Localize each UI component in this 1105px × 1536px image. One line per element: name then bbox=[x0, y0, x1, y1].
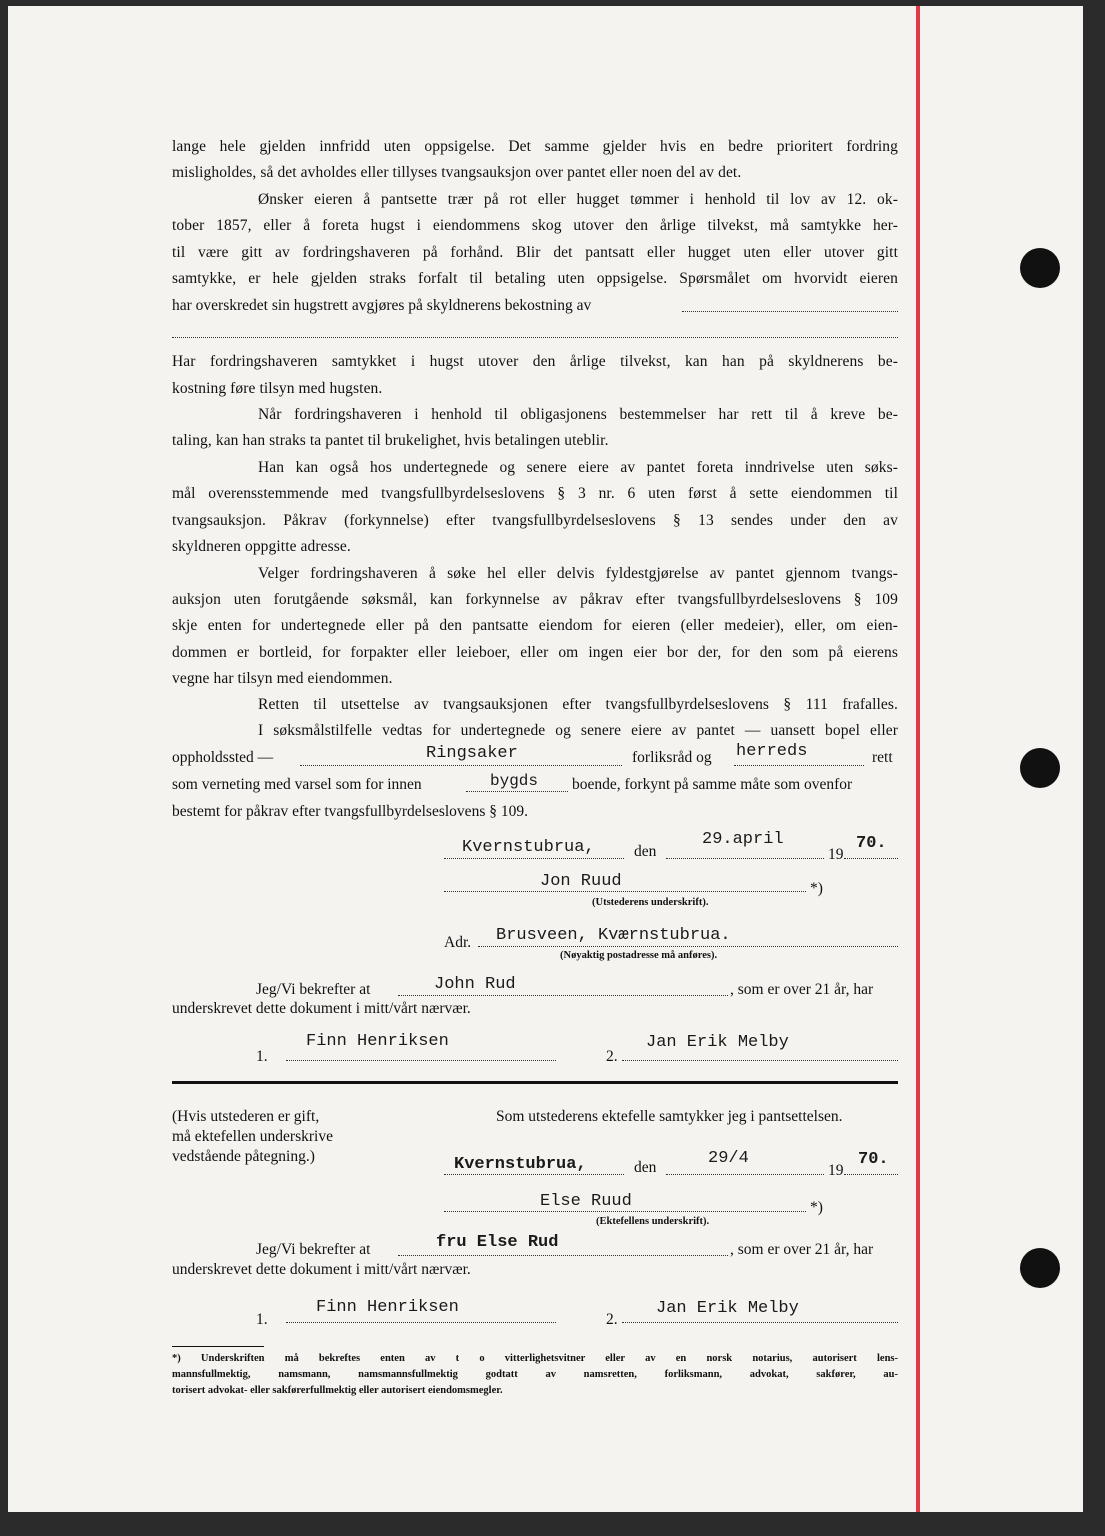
spouse-note: (Hvis utstederen er gift, bbox=[172, 1108, 320, 1125]
text-line: Velger fordringshaveren å søke hel eller delvis fyldestgjørelse av pantet gjennom tvangs- bbox=[258, 565, 898, 582]
venue-area: bygds bbox=[490, 772, 539, 790]
witness-line1-suffix: , som er over 21 år, har bbox=[730, 981, 874, 998]
year-prefix: 19 bbox=[828, 846, 844, 863]
rett-label: rett bbox=[872, 749, 893, 766]
spouse-consent: Som utstederens ektefelle samtykker jeg i pantsettelsen. bbox=[496, 1108, 843, 1125]
text-line: dommen er bortleid, for forpakter eller leieboer, eller om ingen eier bor der, for den som på eierens bbox=[172, 644, 898, 661]
witness-field bbox=[398, 1255, 728, 1256]
footnote-line: mannsfullmektig, namsmann, namsmannsfullmektig godtatt av namsretten, forliksmann, advokat, sakfører, au- bbox=[172, 1369, 898, 1380]
signature-field bbox=[444, 1211, 806, 1212]
sig1-date: 29.april bbox=[702, 830, 784, 849]
text-line: Han kan også hos undertegnede og senere eiere av pantet foreta inndrivelse uten søks- bbox=[258, 459, 898, 476]
sig1-place: Kvernstubrua, bbox=[462, 838, 595, 857]
witness1-who: John Rud bbox=[434, 975, 516, 994]
venue-line2-suffix: boende, forkynt på samme måte som ovenfor bbox=[572, 776, 853, 793]
witness2-name1: Finn Henriksen bbox=[316, 1298, 459, 1317]
year-field bbox=[844, 1174, 898, 1175]
footnote-rule bbox=[172, 1346, 264, 1347]
witness-line1: Jeg/Vi bekrefter at bbox=[256, 981, 371, 998]
text-line: auksjon uten forutgående søksmål, kan forkynnelse av påkrav efter tvangsfullbyrdelseslovens § 109 bbox=[172, 591, 898, 608]
text-line: skyldneren oppgitte adresse. bbox=[172, 538, 351, 555]
date-field bbox=[666, 858, 824, 859]
text-line: lange hele gjelden innfridd uten oppsigelse. Det samme gjelder hvis en bedre prioritert fordring bbox=[172, 138, 898, 155]
court-field bbox=[734, 765, 864, 766]
spouse-date: 29/4 bbox=[708, 1149, 749, 1168]
witness1-name2: Jan Erik Melby bbox=[646, 1033, 789, 1052]
date-field bbox=[666, 1174, 824, 1175]
witness-line2: underskrevet dette dokument i mitt/vårt nærvær. bbox=[172, 1000, 471, 1017]
sig1-year: 70. bbox=[856, 834, 887, 853]
witness-number: 2. bbox=[606, 1048, 618, 1065]
text-line: tober 1857, eller å foreta hugst i eiendommens skog utover den årlige tilvekst, må samtykke her- bbox=[172, 217, 898, 234]
venue-place: Ringsaker bbox=[426, 744, 518, 763]
text-line: Retten til utsettelse av tvangsauksjonen efter tvangsfullbyrdelseslovens § 111 frafalles. bbox=[258, 696, 898, 713]
witness-signature-field bbox=[286, 1060, 556, 1061]
spouse-note: vedstående påtegning.) bbox=[172, 1148, 315, 1165]
adr-label: Adr. bbox=[444, 934, 472, 951]
witness-line2: underskrevet dette dokument i mitt/vårt nærvær. bbox=[172, 1261, 471, 1278]
text-line: Når fordringshaveren i henhold til obligasjonens bestemmelser har rett til å kreve be- bbox=[258, 406, 898, 423]
text-line: kostning føre tilsyn med hugsten. bbox=[172, 380, 383, 397]
witness-signature-field bbox=[622, 1322, 898, 1323]
margin-line bbox=[916, 6, 920, 1512]
text-line: mål overensstemmende med tvangsfullbyrdelseslovens § 3 nr. 6 uten først å sette eiendommen til bbox=[172, 485, 898, 502]
text-line: tvangsauksjon. Påkrav (forkynnelse) efter tvangsfullbyrdelseslovens § 13 sendes under den av bbox=[172, 512, 898, 529]
spouse-year: 70. bbox=[858, 1150, 889, 1169]
sig1-name: Jon Ruud bbox=[540, 872, 622, 891]
text-line: Har fordringshaveren samtykket i hugst utover den årlige tilvekst, kan han på skyldnerens be- bbox=[172, 353, 898, 370]
text-line: har overskredet sin hugstrett avgjøres på skyldnerens bekostning av bbox=[172, 297, 592, 314]
punch-hole bbox=[1020, 1248, 1060, 1288]
footnote-mark: *) bbox=[810, 1199, 823, 1216]
witness2-name2: Jan Erik Melby bbox=[656, 1299, 799, 1318]
place-field bbox=[444, 1174, 624, 1175]
footnote-line: torisert advokat- eller sakførerfullmektig eller autorisert eiendomsmegler. bbox=[172, 1385, 503, 1396]
text-line: taling, kan han straks ta pantet til brukelighet, hvis betalingen uteblir. bbox=[172, 432, 609, 449]
text-line: Ønsker eieren å pantsette trær på rot eller hugget tømmer i henhold til lov av 12. ok- bbox=[258, 191, 898, 208]
witness-number: 2. bbox=[606, 1311, 618, 1328]
year-prefix: 19 bbox=[828, 1162, 844, 1179]
blank-field bbox=[682, 311, 898, 312]
witness1-name1: Finn Henriksen bbox=[306, 1032, 449, 1051]
den-label: den bbox=[634, 1159, 657, 1176]
signature-caption: (Ektefellens underskrift). bbox=[596, 1216, 710, 1227]
sig1-address: Brusveen, Kværnstubrua. bbox=[496, 926, 731, 945]
witness-field bbox=[398, 995, 728, 996]
text-line: skje enten for undertegnede eller på den pantsatte eiendom for eieren (eller medeier), eller, om eien- bbox=[172, 617, 898, 634]
witness2-who: fru Else Rud bbox=[436, 1233, 559, 1252]
text-line: samtykke, er hele gjelden straks forfalt til betaling uten oppsigelse. Spørsmålet om hvorvidt eieren bbox=[172, 270, 898, 287]
address-field bbox=[478, 946, 898, 947]
place-field bbox=[300, 765, 622, 766]
text-line: til være gitt av fordringshaveren på forhånd. Blir det pantsatt eller hugget uten eller utover gitt bbox=[172, 244, 898, 261]
year-field bbox=[844, 858, 898, 859]
punch-hole bbox=[1020, 748, 1060, 788]
witness-number: 1. bbox=[256, 1311, 268, 1328]
spouse-note: må ektefellen underskrive bbox=[172, 1128, 333, 1145]
venue-line2: som verneting med varsel som for innen bbox=[172, 776, 422, 793]
signature-field bbox=[444, 891, 806, 892]
punch-hole bbox=[1020, 248, 1060, 288]
text-line: I søksmålstilfelle vedtas for undertegnede og senere eiere av pantet — uansett bopel eller bbox=[258, 722, 898, 739]
footnote-line: *) Underskriften må bekreftes enten av t o vitterlighetsvitner eller av en norsk notarius, autorisert lens- bbox=[172, 1353, 898, 1364]
address-caption: (Nøyaktig postadresse må anføres). bbox=[560, 950, 718, 961]
footnote-mark: *) bbox=[810, 880, 823, 897]
signature-caption: (Utstederens underskrift). bbox=[592, 897, 709, 908]
venue-court: herreds bbox=[736, 742, 808, 761]
text-line: vegne har tilsyn med eiendommen. bbox=[172, 670, 393, 687]
venue-line3: bestemt for påkrav efter tvangsfullbyrdelseslovens § 109. bbox=[172, 803, 528, 820]
section-divider bbox=[172, 1081, 898, 1084]
area-field bbox=[466, 791, 568, 792]
spouse-name: Else Ruud bbox=[540, 1192, 632, 1211]
witness-line1-suffix: , som er over 21 år, har bbox=[730, 1241, 874, 1258]
text-line: misligholdes, så det avholdes eller tillyses tvangsauksjon over pantet eller noen del av det. bbox=[172, 164, 742, 181]
spouse-place: Kvernstubrua, bbox=[454, 1155, 587, 1174]
witness-signature-field bbox=[286, 1322, 556, 1323]
forliksrad-label: forliksråd og bbox=[632, 749, 712, 766]
place-field bbox=[444, 858, 624, 859]
venue-prefix: oppholdssted — bbox=[172, 749, 274, 766]
witness-number: 1. bbox=[256, 1048, 268, 1065]
witness-line1: Jeg/Vi bekrefter at bbox=[256, 1241, 371, 1258]
den-label: den bbox=[634, 843, 657, 860]
witness-signature-field bbox=[622, 1060, 898, 1061]
blank-field bbox=[172, 337, 898, 338]
